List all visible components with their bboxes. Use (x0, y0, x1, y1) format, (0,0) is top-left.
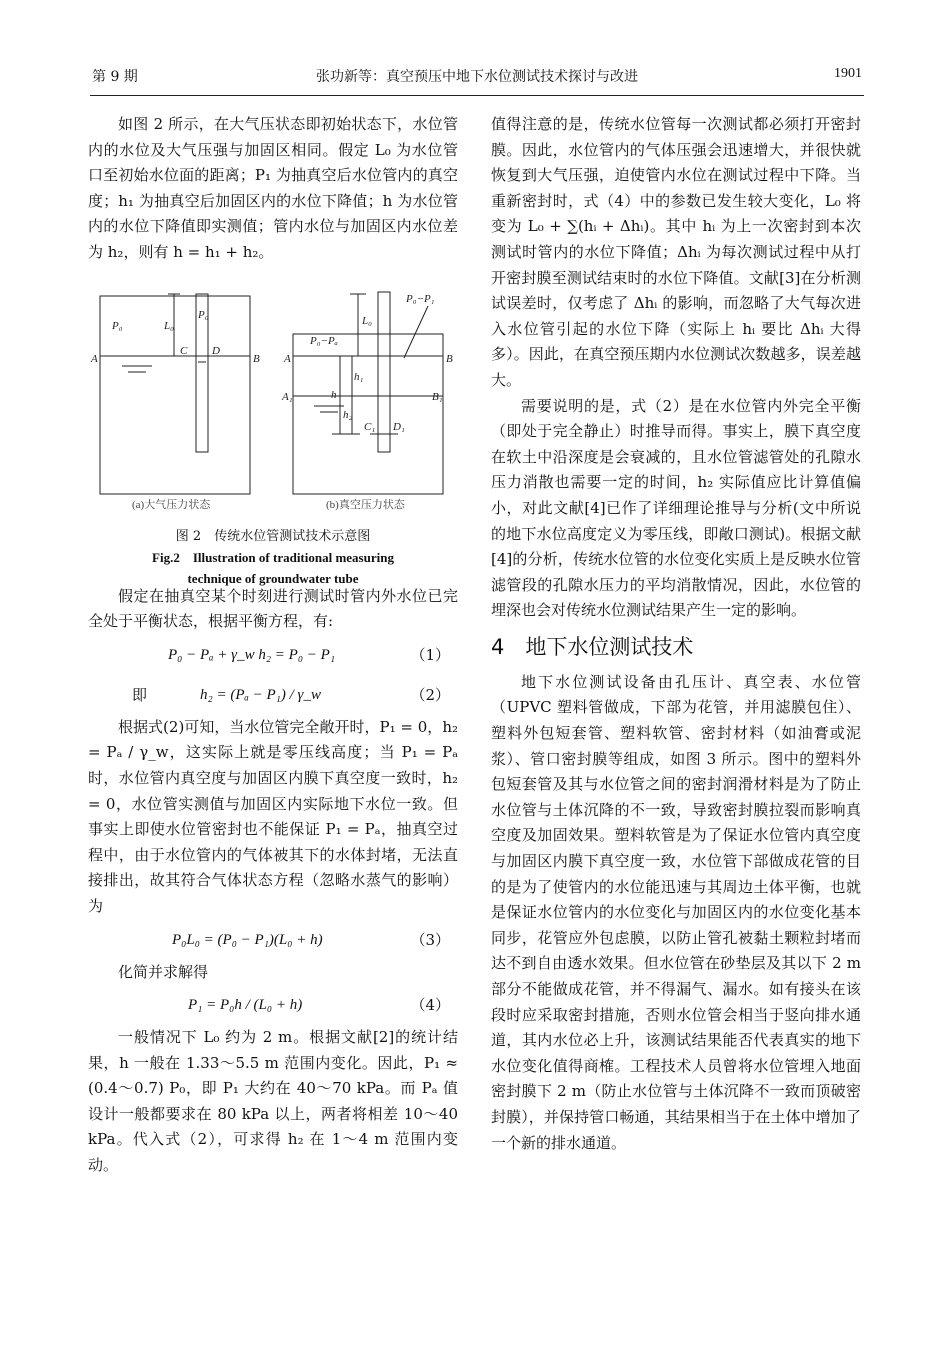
equation-1-number: （1） (410, 645, 450, 664)
paragraph: 需要说明的是，式（2）是在水位管内外完全平衡（即处于完全静止）时推导而得。事实上，膜下真空度在软土中沿深度是会衰减的，且水位管滤管处的孔隙水压力消散也需要一定的时间，h₂ 实际值应比计算值偏小，对此文献[4]已作了详细理论推导与分析(文中所说的地下水位高度定义为零压线，即敞口测试)。根据文献[4]的分析，传统水位管的水位变化实质上是反映水位管滤管段的孔隙水压力的平均消散情况，因此，水位管的埋深也会对传统水位测试结果产生一定的影响。 (491, 396, 861, 620)
paragraph: 化简并求解得 (118, 962, 209, 981)
tube-b (378, 292, 390, 452)
equation-4 (88, 985, 458, 1025)
label-h2: h₂ (343, 408, 353, 421)
label-C1: C₁ (364, 420, 376, 433)
right-column (491, 112, 861, 1156)
equation-4-number: （4） (410, 996, 450, 1015)
label-D1: D₁ (393, 420, 405, 433)
header-rule (90, 95, 864, 96)
label-C-a: C (180, 344, 188, 357)
equation-2-body: h₂ = (Pₐ − P₁) / γ_w (200, 686, 321, 703)
tank-b (293, 334, 443, 494)
figure-2 (88, 284, 458, 587)
paragraph: 地下水位测试设备由孔压计、真空表、水位管（UPVC 塑料管做成，下部为花管，并用滤膜包住）、塑料外包短套管、塑料软管、密封材料（如油膏或泥浆）、管口密封膜等组成，如图 3 所示。图中的塑料外包短套管及其与水位管之间的密封润滑材料是为了防止水位管与土体沉降的不一致，导致密封膜拉裂而影响真空度及加固效果。塑料软管是为了保证水位管内真空度与加固区内膜下真空度一致，水位管下部做成花管的目的是为了使管内的水位能迅速与其周边土体平衡，也就是保证水位管内的水位变化与加固区内的水位变化基本同步，花管应外包虑膜，以防止管孔被黏土颗粒封堵而达不到自由透水效果。但水位管在砂垫层及其以下 2 m 部分不能做成花管，并不得漏气、漏水。如有接头在该段时应采取密封措施，否则水位管会相当于竖向排水通道，其内水位必上升，该测试结果能否代表真实的地下水位变化值得商榷。工程技术人员曾将水位管埋入地面密封膜下 2 m（防止水位管与土体沉降不一致而顶破密封膜），并保持管口畅通，其结果相当于在土体中增加了一个新的排水通道。 (491, 672, 861, 1152)
left-column (88, 112, 458, 1179)
figure-caption-en-2: technique of groundwater tube (187, 571, 359, 587)
equation-1 (88, 635, 458, 675)
equation-3-body: P₀L₀ = (P₀ − P₁)(L₀ + h) (172, 931, 323, 948)
equation-2-number: （2） (410, 685, 450, 704)
label-P0-a: P₀ (112, 319, 123, 332)
figure-2-diagram (88, 284, 458, 514)
label-P0-Pa: P₀−Pₐ (310, 334, 338, 347)
section-title: 4 地下水位测试技术 (491, 634, 694, 659)
label-L0-b: L₀ (362, 314, 372, 327)
label-B-b: B (446, 352, 453, 365)
label-A1: A₁ (282, 390, 293, 403)
running-title: 张功新等：真空预压中地下水位测试技术探讨与改进 (316, 69, 638, 85)
label-P0-P1: P₀−P₁ (406, 292, 435, 305)
subcaption-a: (a)大气压力状态 (132, 498, 211, 511)
label-A-b: A (284, 352, 291, 365)
paragraph: 值得注意的是，传统水位管每一次测试都必须打开密封膜。因此，水位管内的气体压强会迅速增大，并很快就恢复到大气压强，迫使管内水位在测试过程中下降。当重新密封时，式（4）中的参数已发生较大变化，L₀ 将变为 L₀ + ∑(hᵢ + Δhᵢ)。其中 hᵢ 为上一次密封到本次测试时管内的水位下降值；Δhᵢ 为每次测试过程中从打开密封膜至测试结束时的水位下降值。文献[3]在分析测试误差时，仅考虑了 Δhᵢ 的影响，而忽略了大气每次进入水位管引起的水位下降（实际上 hᵢ 要比 Δhᵢ 大得多）。因此，在真空预压期内水位测试次数越多，误差越大。 (491, 115, 861, 389)
equation-4-body: P₁ = P₀h / (L₀ + h) (188, 997, 303, 1014)
figure-caption-cn: 图 2 传统水位管测试技术示意图 (175, 529, 371, 545)
label-h: h (331, 388, 337, 401)
paragraph: 假定在抽真空某个时刻进行测试时管内外水位已完全处于平衡状态，根据平衡方程，有: (88, 586, 458, 631)
label-P0-tube: P₀ (198, 308, 209, 321)
paragraph: 如图 2 所示，在大气压状态即初始状态下，水位管内的水位及大气压强与加固区相同。假定 L₀ 为水位管口至初始水位面的距离；P₁ 为抽真空后水位管内的真空度；h₁ 为抽真空后加固区内的水位下降值；h 为水位管内的水位下降值即实测值；管内水位与加固区内水位差为 h₂，则有 h = h₁ + h₂。 (88, 115, 458, 261)
equation-2-label: 即 (132, 685, 148, 704)
equation-2 (88, 675, 458, 715)
issue-label: 第 9 期 (92, 69, 138, 85)
subcaption-b: (b)真空压力状态 (326, 498, 405, 511)
equation-3 (88, 920, 458, 960)
label-h1: h₁ (354, 370, 364, 383)
label-B-a: B (253, 352, 260, 365)
label-A-a: A (91, 352, 98, 365)
label-B1: B₁ (432, 390, 443, 403)
paragraph: 根据式(2)可知，当水位管完全敞开时，P₁ = 0，h₂ = Pₐ / γ_w，这实际上就是零压线高度；当 P₁ = Pₐ 时，水位管内真空度与加固区内膜下真空度一致时，h₂ = 0，水位管实测值与加固区内实际地下水位一致。但事实上即使水位管密封也不能保证 P₁ = Pₐ，抽真空过程中，由于水位管内的气体被其下的水体封堵，无法直接排出，故其符合气体状态方程（忽略水蒸气的影响）为 (88, 717, 458, 915)
label-L0-a: L₀ (164, 319, 174, 332)
figure-caption-en: Fig.2 Illustration of traditional measuring (152, 550, 394, 566)
label-D-a: D (212, 344, 220, 357)
equation-1-body: P₀ − Pₐ + γ_w h₂ = P₀ − P₁ (168, 646, 336, 663)
page-number: 1901 (834, 66, 862, 81)
equation-3-number: （3） (410, 930, 450, 949)
paragraph: 一般情况下 L₀ 约为 2 m。根据文献[2]的统计结果，h 一般在 1.33～5.5 m 范围内变化。因此，P₁ ≈ (0.4～0.7) P₀，即 P₁ 大约在 40～70 kPa。而 Pₐ 值设计一般都要求在 80 kPa 以上，两者将相差 10～40 kPa。代入式（2），可求得 h₂ 在 1～4 m 范围内变动。 (88, 1028, 458, 1175)
running-header (92, 66, 862, 88)
